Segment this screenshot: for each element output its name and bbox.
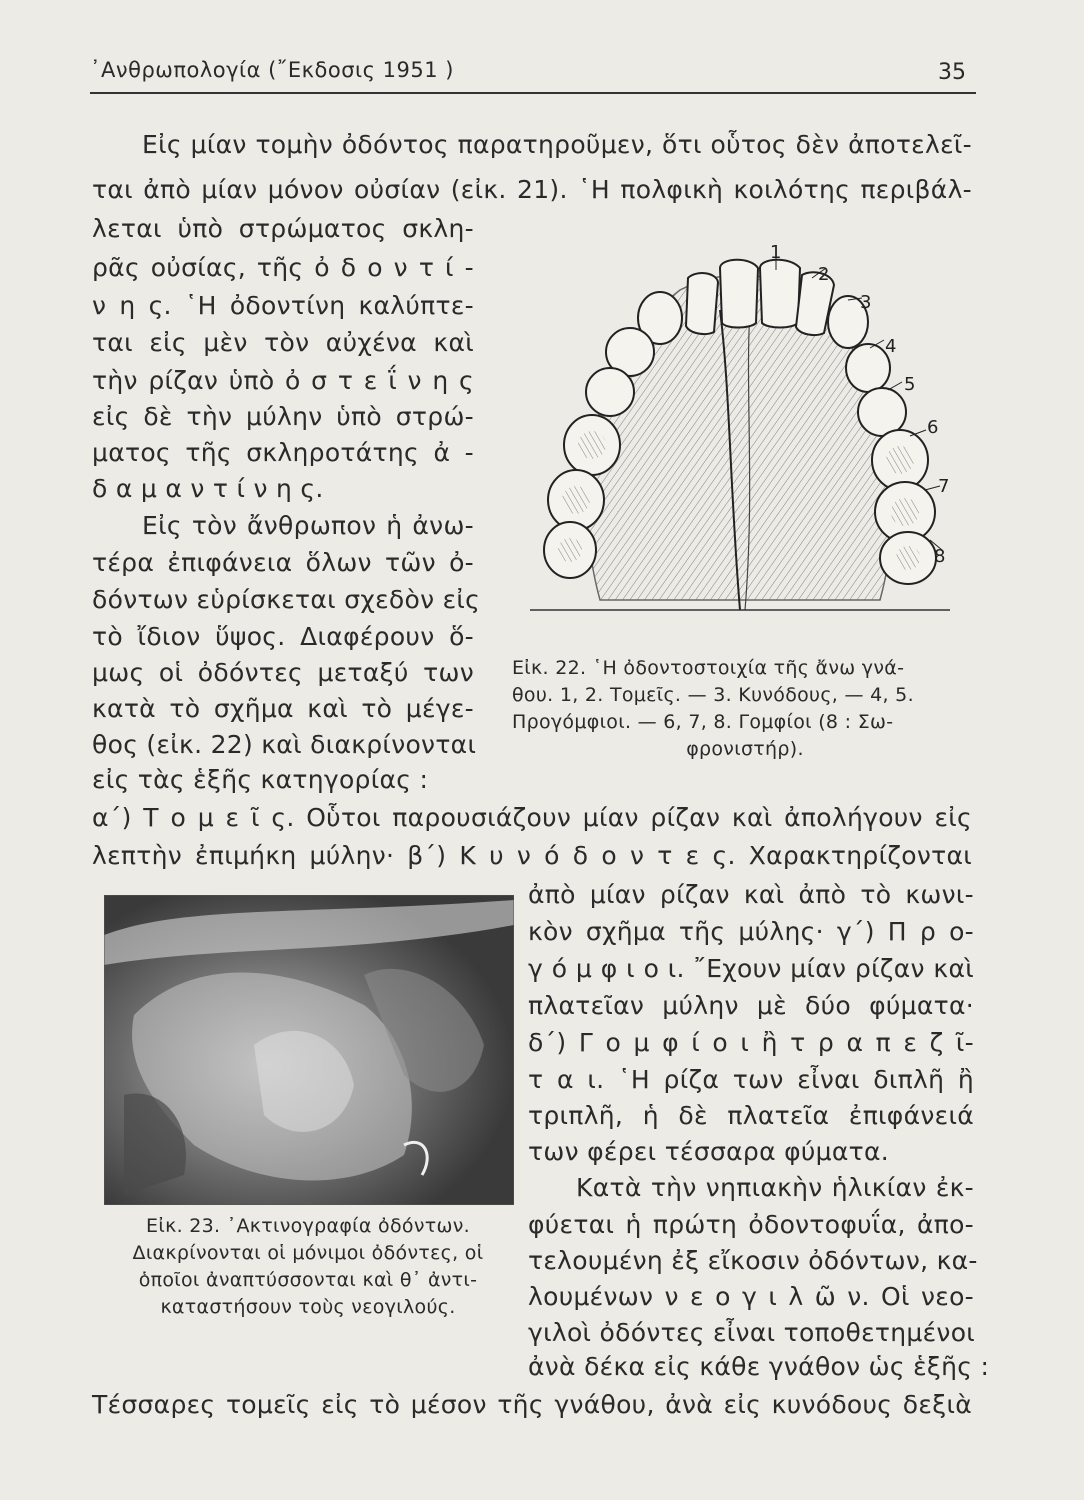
tooth-label: 8 <box>934 546 946 567</box>
figure-22-caption <box>512 655 978 763</box>
body-line: φύεται ἡ πρώτη ὀδοντοφυΐα, ἀπο- <box>528 1210 974 1239</box>
body-line: λεται ὑπὸ στρώματος σκλη- <box>92 214 474 243</box>
caption-line: ὁποῖοι ἀναπτύσσονται καὶ θ᾿ ἀντι- <box>138 1269 478 1291</box>
body-line: ρᾶς οὐσίας, τῆς ὀ δ ο ν τ ί - <box>92 253 474 282</box>
tooth-label: 1 <box>770 242 782 263</box>
body-line: εἰς δὲ τὴν μύλην ὑπὸ στρώ- <box>92 402 474 431</box>
body-line: Εἰς μίαν τομὴν ὀδόντος παρατηροῦμεν, ὅτι οὗτος δὲν ἀποτελεῖ- <box>142 130 972 159</box>
page-number: 35 <box>938 60 966 85</box>
body-line: ματος τῆς σκληροτάτης ἀ - <box>92 438 474 467</box>
figure-23-caption <box>108 1213 508 1321</box>
body-line: μως οἱ ὀδόντες μεταξύ των <box>92 658 474 687</box>
header-title: ᾿Ανθρωπολογία (῎Εκδοσις 1951 ) <box>90 58 454 82</box>
body-line: τὴν ρίζαν ὑπὸ ὀ σ τ ε ΐ ν η ς <box>92 366 474 395</box>
tooth-label: 3 <box>860 292 872 313</box>
body-line: τελουμένη ἐξ εἴκοσιν ὀδόντων, κα- <box>528 1246 978 1275</box>
caption-line: Εἰκ. 22. ῾Η ὀδοντοστοιχία τῆς ἄνω γνά- <box>512 657 905 679</box>
body-line: Εἰς τὸν ἄνθρωπον ἡ ἀνω- <box>142 511 474 540</box>
caption-line: Διακρίνονται οἱ μόνιμοι ὀδόντες, οἱ <box>132 1242 484 1264</box>
running-header <box>90 52 976 94</box>
body-line: τ α ι. ῾Η ρίζα των εἶναι διπλῆ ἢ <box>528 1065 974 1094</box>
body-line: ται εἰς μὲν τὸν αὐχένα καὶ <box>92 328 474 357</box>
body-line: γ ό μ φ ι ο ι. ῎Εχουν μίαν ρίζαν καὶ <box>528 954 974 983</box>
caption-line: φρονιστήρ). <box>686 738 804 760</box>
dental-arch-drawing <box>530 240 950 640</box>
body-line: Τέσσαρες τομεῖς εἰς τὸ μέσον τῆς γνάθου, ἀνὰ εἰς κυνόδους δεξιὰ <box>92 1390 972 1419</box>
body-line: εἰς τὰς ἑξῆς κατηγορίας : <box>92 765 429 794</box>
xray-image <box>104 895 514 1205</box>
figure-22-dental-arch <box>530 240 950 640</box>
figure-23-xray-photo <box>104 895 514 1205</box>
tooth-label: 2 <box>818 264 830 285</box>
body-line: θος (εἰκ. 22) καὶ διακρίνονται <box>92 730 477 759</box>
body-line: ἀνὰ δέκα εἰς κάθε γνάθον ὡς ἑξῆς : <box>528 1352 990 1381</box>
body-line: γιλοὶ ὀδόντες εἶναι τοποθετημένοι <box>528 1318 976 1347</box>
body-line: κὸν σχῆμα τῆς μύλης· γ΄) Π ρ ο- <box>528 917 974 946</box>
tooth-label: 6 <box>927 417 939 438</box>
body-line: λεπτὴν ἐπιμήκη μύλην· β΄) Κ υ ν ό δ ο ν τ ε ς. Χαρακτηρίζονται <box>92 841 972 870</box>
caption-line: Εἰκ. 23. ᾿Ακτινογραφία ὀδόντων. <box>146 1215 470 1237</box>
body-line: Κατὰ τὴν νηπιακὴν ἡλικίαν ἐκ- <box>576 1173 974 1202</box>
body-line: α΄) Τ ο μ ε ῖ ς. Οὗτοι παρουσιάζουν μίαν ρίζαν καὶ ἀπολήγουν εἰς <box>92 803 972 832</box>
body-line: κατὰ τὸ σχῆμα καὶ τὸ μέγε- <box>92 694 474 723</box>
body-line: τὸ ἴδιον ὕψος. Διαφέρουν ὅ- <box>92 622 474 651</box>
body-line: δόντων εὑρίσκεται σχεδὸν εἰς <box>92 585 481 614</box>
body-line: ται ἀπὸ μίαν μόνον οὐσίαν (εἰκ. 21). ῾Η πολφικὴ κοιλότης περιβάλ- <box>92 175 972 204</box>
body-line: τριπλῆ, ἡ δὲ πλατεῖα ἐπιφάνειά <box>528 1101 974 1130</box>
caption-line: θου. 1, 2. Τομεῖς. — 3. Κυνόδους, — 4, 5. <box>512 684 914 706</box>
body-line: των φέρει τέσσαρα φύματα. <box>528 1137 890 1166</box>
body-line: πλατεῖαν μύλην μὲ δύο φύματα· <box>528 991 974 1020</box>
body-line: δ΄) Γ ο μ φ ί ο ι ἢ τ ρ α π ε ζ ῖ- <box>528 1028 974 1057</box>
body-line: λουμένων ν ε ο γ ι λ ῶ ν. Οἱ νεο- <box>528 1282 974 1311</box>
tooth-label: 5 <box>904 374 916 395</box>
caption-line: Προγόμφιοι. — 6, 7, 8. Γομφίοι (8 : Σω- <box>512 711 894 733</box>
body-line: ἀπὸ μίαν ρίζαν καὶ ἀπὸ τὸ κωνι- <box>528 880 974 909</box>
tooth-label: 4 <box>885 336 897 357</box>
body-line: δ α μ α ν τ ί ν η ς. <box>92 474 324 503</box>
body-line: ν η ς. ῾Η ὀδοντίνη καλύπτε- <box>92 291 474 320</box>
body-line: τέρα ἐπιφάνεια ὅλων τῶν ὀ- <box>92 548 474 577</box>
tooth-label: 7 <box>938 476 950 497</box>
caption-line: καταστήσουν τοὺς νεογιλούς. <box>160 1296 456 1318</box>
